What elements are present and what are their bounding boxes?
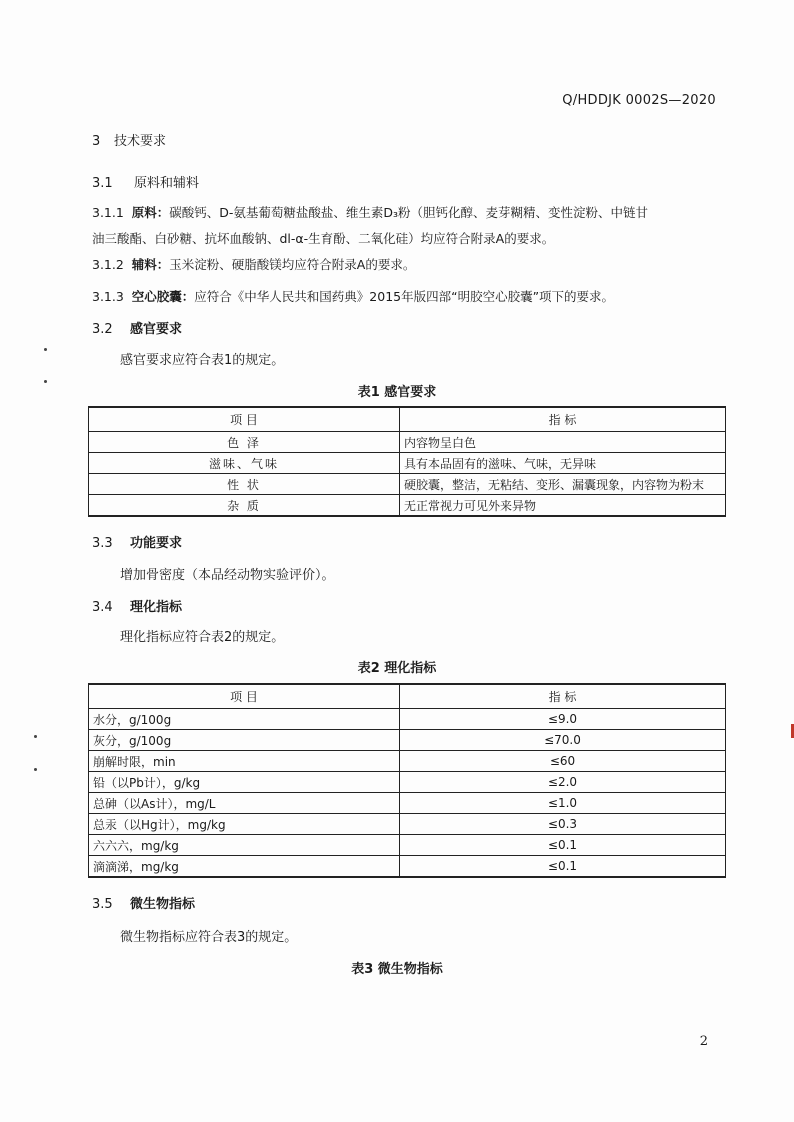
page-number: 2 (699, 1034, 708, 1049)
table2-physicochemical-indicators (88, 683, 726, 878)
section-number: 3 (92, 134, 101, 149)
section-3-2-text: 感官要求应符合表1的规定。 (120, 353, 285, 368)
table1-caption: 表1 感官要求 (357, 385, 437, 400)
table-cell: ≤0.3 (400, 814, 726, 835)
table-cell: ≤0.1 (400, 856, 726, 878)
section-number: 3.2 (92, 322, 113, 337)
table-cell: ≤60 (400, 751, 726, 772)
section-number: 3.5 (92, 897, 113, 912)
section-3-4-text: 理化指标应符合表2的规定。 (120, 630, 285, 645)
table-cell: ≤70.0 (400, 730, 726, 751)
section-title: 微生物指标 (130, 897, 196, 912)
section-title: 功能要求 (130, 536, 183, 551)
table-row (89, 856, 726, 878)
table-row (89, 474, 726, 495)
section-title: 原料和辅料 (134, 176, 200, 191)
section-3-1-heading (92, 172, 199, 191)
section-3-5-heading (92, 893, 195, 912)
scan-dot (44, 380, 47, 383)
table-row (89, 835, 726, 856)
table-header-row (89, 684, 726, 709)
section-title: 感官要求 (130, 322, 183, 337)
section-3-1-2-paragraph (92, 252, 724, 278)
table-cell: 具有本品固有的滋味、气味，无异味 (400, 453, 726, 474)
section-3-heading (92, 130, 166, 149)
section-number: 3.4 (92, 600, 113, 615)
table-row (89, 453, 726, 474)
section-3-3-text: 增加骨密度（本品经动物实验评价）。 (120, 568, 335, 583)
section-3-4-heading (92, 596, 182, 615)
paragraph-line-1 (92, 200, 724, 226)
table-cell: 灰分，g/100g (89, 730, 400, 751)
table-row (89, 814, 726, 835)
table1-sensory-requirements (88, 406, 726, 517)
item-label: 空心胶囊： (131, 289, 195, 304)
item-text: 应符合《中华人民共和国药典》2015年版四部“明胶空心胶囊”项下的要求。 (194, 289, 615, 304)
table-header-cell: 项 目 (89, 407, 400, 432)
table-cell: 滴滴涕，mg/kg (89, 856, 400, 878)
section-number: 3.1.3 (92, 289, 124, 304)
table-row (89, 730, 726, 751)
scan-dot (34, 768, 37, 771)
table-cell: ≤9.0 (400, 709, 726, 730)
section-3-1-3-paragraph (92, 284, 724, 310)
table-cell: 无正常视力可见外来异物 (400, 495, 726, 517)
table-header-cell: 项 目 (89, 684, 400, 709)
document-code: Q/HDDJK 0002S—2020 (562, 93, 716, 108)
table-row (89, 709, 726, 730)
item-label: 原料： (131, 205, 170, 220)
table-cell: 总汞（以Hg计），mg/kg (89, 814, 400, 835)
table-cell: ≤1.0 (400, 793, 726, 814)
table-cell: ≤0.1 (400, 835, 726, 856)
table-row (89, 751, 726, 772)
table-row (89, 495, 726, 517)
section-title: 技术要求 (114, 134, 167, 149)
table2-caption: 表2 理化指标 (357, 661, 437, 676)
table-cell: 硬胶囊，整洁，无粘结、变形、漏囊现象，内容物为粉末 (400, 474, 726, 495)
item-text: 玉米淀粉、硬脂酸镁均应符合附录A的要求。 (169, 257, 416, 272)
table-cell: 水分，g/100g (89, 709, 400, 730)
table-header-cell: 指 标 (400, 684, 726, 709)
section-number: 3.1.2 (92, 257, 124, 272)
table-cell: 内容物呈白色 (400, 432, 726, 453)
item-text: 碳酸钙、D-氨基葡萄糖盐酸盐、维生素D₃粉（胆钙化醇、麦芽糊精、变性淀粉、中链甘 (169, 205, 649, 220)
section-title: 理化指标 (130, 600, 183, 615)
table-cell: ≤2.0 (400, 772, 726, 793)
table-row (89, 793, 726, 814)
section-3-1-1-paragraph (92, 200, 724, 252)
table-cell: 滋味、气味 (89, 453, 400, 474)
item-label: 辅料： (131, 257, 170, 272)
section-number: 3.1.1 (92, 205, 124, 220)
paragraph-line-2: 油三酸酯、白砂糖、抗坏血酸钠、dl-α-生育酚、二氧化硅）均应符合附录A的要求。 (92, 231, 555, 246)
table-cell: 色 泽 (89, 432, 400, 453)
table-cell: 总砷（以As计），mg/L (89, 793, 400, 814)
table-row (89, 772, 726, 793)
table-cell: 铅（以Pb计），g/kg (89, 772, 400, 793)
table-cell: 性 状 (89, 474, 400, 495)
section-3-2-heading (92, 318, 182, 337)
scan-dot (44, 348, 47, 351)
section-3-5-text: 微生物指标应符合表3的规定。 (120, 930, 298, 945)
table-cell: 崩解时限，min (89, 751, 400, 772)
table-cell: 杂 质 (89, 495, 400, 517)
section-3-3-heading (92, 532, 182, 551)
table-header-row (89, 407, 726, 432)
table3-caption: 表3 微生物指标 (351, 962, 443, 977)
section-number: 3.1 (92, 176, 113, 191)
table-header-cell: 指 标 (400, 407, 726, 432)
table-cell: 六六六，mg/kg (89, 835, 400, 856)
scan-dot (34, 735, 37, 738)
table-row (89, 432, 726, 453)
section-number: 3.3 (92, 536, 113, 551)
